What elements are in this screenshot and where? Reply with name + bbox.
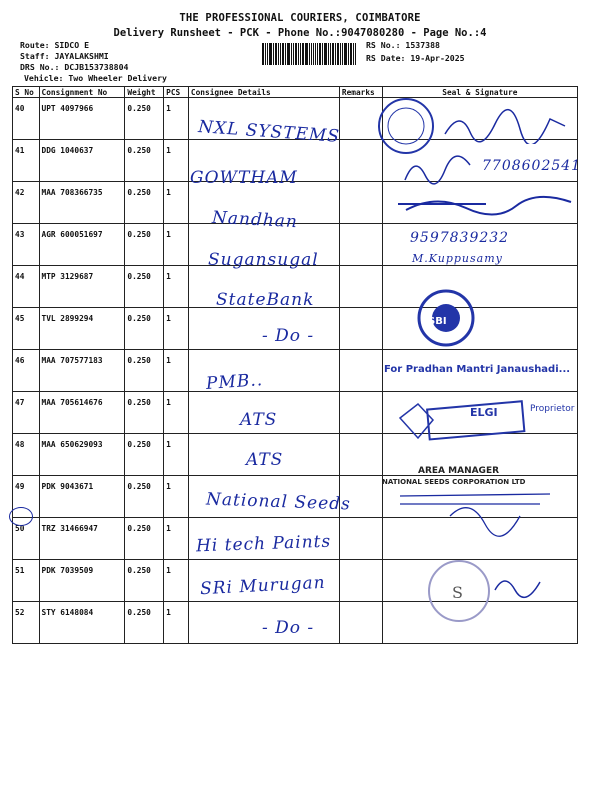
barcode-bar (291, 43, 292, 65)
barcode-bar (282, 43, 284, 65)
handwritten-consignee: StateBank (216, 290, 315, 310)
consignment-no: MTP 3129687 (39, 266, 125, 308)
vehicle: Vehicle: Two Wheeler Delivery (24, 73, 167, 83)
elgi-label: ELGI (470, 406, 498, 419)
pcs: 1 (164, 476, 189, 518)
remarks-cell (339, 308, 382, 350)
barcode-bar (309, 43, 310, 65)
remarks-cell (339, 560, 382, 602)
barcode-bar (293, 43, 294, 65)
weight: 0.250 (125, 518, 164, 560)
barcode-bar (350, 43, 352, 65)
barcode-bar (298, 43, 299, 65)
signature-icon (396, 192, 576, 222)
company-title: THE PROFESSIONAL COURIERS, COIMBATORE (179, 12, 421, 24)
handwritten-consignee: National Seeds (205, 489, 352, 515)
handwritten-consignee: PMB.. (205, 370, 264, 394)
sbi-label: SBI (428, 316, 447, 327)
weight: 0.250 (125, 602, 164, 644)
sno: 42 (13, 182, 40, 224)
table-header (13, 87, 578, 98)
barcode-bar (322, 43, 323, 65)
handwritten-consignee: ATS (240, 410, 278, 430)
pcs: 1 (164, 392, 189, 434)
sno: 48 (13, 434, 40, 476)
barcode-bar (348, 43, 349, 65)
rs-number: RS No.: 1537388 (366, 40, 440, 50)
barcode-bar (315, 43, 316, 65)
consignment-no: MAA 650629093 (39, 434, 125, 476)
barcode-bar (337, 43, 339, 65)
round-stamp-icon (376, 96, 436, 156)
consignment-no: STY 6148084 (39, 602, 125, 644)
remarks-cell (339, 224, 382, 266)
barcode-bar (311, 43, 312, 65)
janaushadhi-stamp: For Pradhan Mantri Janaushadi... (384, 364, 571, 375)
signature-icon (490, 570, 550, 600)
sno: 43 (13, 224, 40, 266)
runsheet-subtitle: Delivery Runsheet - PCK - Phone No.:9047080280 - Page No.:4 (113, 27, 487, 39)
signature-icon (400, 150, 480, 190)
weight: 0.250 (125, 434, 164, 476)
handwritten-consignee: ATS (246, 450, 284, 470)
barcode-bar (300, 43, 301, 65)
handwritten-consignee: Nandhan (211, 207, 299, 233)
pcs: 1 (164, 98, 189, 140)
consignment-no: AGR 600051697 (39, 224, 125, 266)
barcode-bar (280, 43, 281, 65)
consignment-no: PDK 9043671 (39, 476, 125, 518)
route: Route: SIDCO E (20, 40, 90, 50)
weight: 0.250 (125, 266, 164, 308)
barcode-bar (302, 43, 304, 65)
col-consignment: Consignment No (39, 87, 125, 98)
pcs: 1 (164, 266, 189, 308)
handwritten-phone: 9597839232 (410, 230, 510, 246)
pcs: 1 (164, 518, 189, 560)
consignment-no: TVL 2899294 (39, 308, 125, 350)
pcs: 1 (164, 350, 189, 392)
remarks-cell (339, 266, 382, 308)
sno: 51 (13, 560, 40, 602)
barcode (262, 43, 357, 65)
rs-info (366, 40, 465, 64)
sno: 44 (13, 266, 40, 308)
handwritten-name: M.Kuppusamy (412, 252, 503, 265)
seeds-corp-stamp: NATIONAL SEEDS CORPORATION LTD (382, 478, 526, 486)
handwritten-phone: 7708602541 (482, 158, 582, 174)
remarks-cell (339, 350, 382, 392)
handwritten-consignee: SRi Murugan (199, 572, 327, 600)
barcode-bar (319, 43, 321, 65)
barcode-bar (317, 43, 318, 65)
sno: 52 (13, 602, 40, 644)
barcode-bar (355, 43, 356, 65)
sno: 47 (13, 392, 40, 434)
pcs: 1 (164, 140, 189, 182)
pcs: 1 (164, 434, 189, 476)
barcode-bar (262, 43, 264, 65)
barcode-bar (324, 43, 327, 65)
route-info (20, 40, 167, 84)
barcode-bar (344, 43, 347, 65)
col-remarks: Remarks (339, 87, 382, 98)
signature-cell (382, 308, 577, 350)
round-stamp-icon (424, 556, 494, 626)
handwritten-consignee: NXL SYSTEMS (197, 117, 341, 147)
consignment-no: MAA 708366735 (39, 182, 125, 224)
pcs: 1 (164, 224, 189, 266)
staff: Staff: JAYALAKSHMI (20, 51, 109, 61)
sno: 45 (13, 308, 40, 350)
barcode-bar (273, 43, 274, 65)
consignment-no: UPT 4097966 (39, 98, 125, 140)
barcode-bar (340, 43, 341, 65)
sno: 41 (13, 140, 40, 182)
barcode-bar (313, 43, 315, 65)
handwritten-consignee: - Do - (262, 326, 315, 346)
weight: 0.250 (125, 182, 164, 224)
barcode-bar (267, 43, 268, 65)
sno: 50 (13, 518, 40, 560)
signature-cell (382, 266, 577, 308)
remarks-cell (339, 434, 382, 476)
barcode-bar (269, 43, 272, 65)
rs-date: RS Date: 19-Apr-2025 (366, 53, 465, 63)
barcode-bar (332, 43, 334, 65)
barcode-bar (330, 43, 331, 65)
weight: 0.250 (125, 392, 164, 434)
remarks-cell (339, 392, 382, 434)
handwritten-consignee: Hi tech Paints (195, 531, 332, 557)
area-manager-stamp: AREA MANAGER (418, 466, 500, 476)
consignment-no: MAA 707577183 (39, 350, 125, 392)
handwritten-consignee: Sugansugal (208, 250, 319, 270)
pcs: 1 (164, 560, 189, 602)
sno: 46 (13, 350, 40, 392)
circled-row-marker (9, 507, 33, 526)
pcs: 1 (164, 182, 189, 224)
remarks-cell (339, 518, 382, 560)
consignment-no: MAA 705614676 (39, 392, 125, 434)
barcode-bar (278, 43, 279, 65)
drs-number: DRS No.: DCJB153738804 (20, 62, 129, 72)
col-pcs: PCS (164, 87, 189, 98)
barcode-bar (335, 43, 336, 65)
sno: 40 (13, 98, 40, 140)
barcode-bar (285, 43, 286, 65)
handwritten-consignee: GOWTHAM (190, 168, 298, 188)
weight: 0.250 (125, 98, 164, 140)
barcode-bar (275, 43, 277, 65)
svg-text:S: S (452, 583, 463, 602)
signature-icon (440, 104, 570, 144)
handwritten-consignee: - Do - (262, 618, 315, 638)
consignment-no: TRZ 31466947 (39, 518, 125, 560)
weight: 0.250 (125, 560, 164, 602)
col-weight: Weight (125, 87, 164, 98)
col-consignee: Consignee Details (188, 87, 339, 98)
barcode-bar (353, 43, 354, 65)
barcode-bar (295, 43, 297, 65)
weight: 0.250 (125, 350, 164, 392)
consignment-no: DDG 1040637 (39, 140, 125, 182)
remarks-cell (339, 182, 382, 224)
col-sno: S No (13, 87, 40, 98)
proprietor-label: Proprietor (530, 404, 575, 414)
sno: 49 (13, 476, 40, 518)
weight: 0.250 (125, 476, 164, 518)
col-signature: Seal & Signature (382, 87, 577, 98)
barcode-bar (305, 43, 308, 65)
remarks-cell (339, 602, 382, 644)
barcode-bar (342, 43, 343, 65)
weight: 0.250 (125, 308, 164, 350)
weight: 0.250 (125, 140, 164, 182)
barcode-bar (265, 43, 266, 65)
barcode-bar (328, 43, 329, 65)
weight: 0.250 (125, 224, 164, 266)
signature-icon (390, 486, 570, 538)
elgi-stamp-icon (398, 398, 528, 448)
consignment-no: PDK 7039509 (39, 560, 125, 602)
pcs: 1 (164, 602, 189, 644)
pcs: 1 (164, 308, 189, 350)
barcode-bar (287, 43, 290, 65)
